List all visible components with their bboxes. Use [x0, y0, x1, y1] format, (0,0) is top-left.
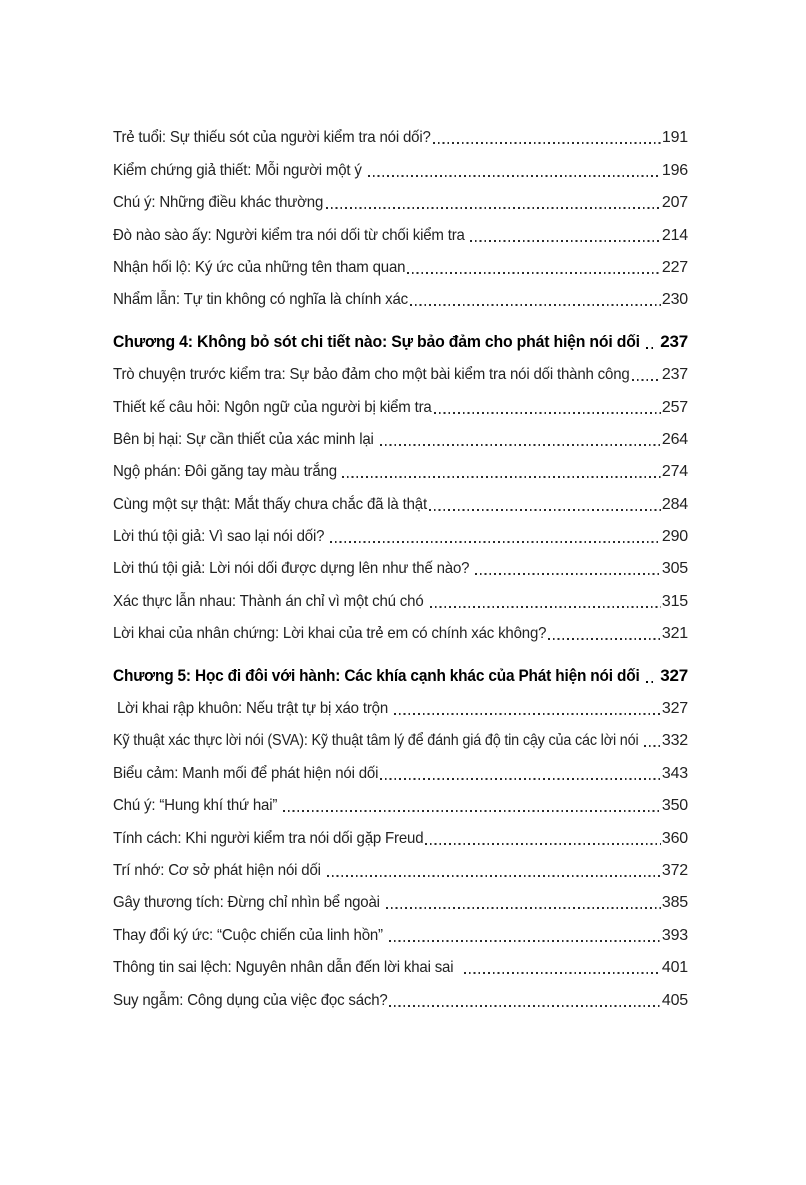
dot-leader [646, 681, 653, 683]
toc-title: Ngộ phán: Đôi găng tay màu trắng [113, 463, 341, 481]
toc-row [113, 418, 688, 450]
toc-title: Nhẩm lẫn: Tự tin không có nghĩa là chính xác [113, 291, 408, 309]
toc-row [113, 181, 688, 213]
toc-title: Thông tin sai lệch: Nguyên nhân dẫn đến lời khai sai [113, 959, 462, 977]
toc-title: Kỹ thuật xác thực lời nói (SVA): Kỹ thuật tâm lý để đánh giá độ tin cậy của các lời nói [113, 732, 643, 750]
page-number: 305 [661, 560, 688, 578]
toc-row [113, 515, 688, 547]
chapter-heading-title: Chương 5: Học đi đôi với hành: Các khía cạnh khác của Phát hiện nói dối [113, 666, 640, 686]
toc-title: Suy ngẫm: Công dụng của việc đọc sách? [113, 991, 388, 1009]
page-number: 274 [661, 463, 688, 481]
chapter-heading-row [113, 320, 688, 352]
page-number: 327 [661, 700, 688, 718]
dot-leader [464, 972, 661, 974]
toc-title: Bên bị hại: Sự cần thiết của xác minh lại [113, 430, 378, 448]
toc-title: Lời thú tội giả: Vì sao lại nói dối? [113, 528, 329, 546]
page-number: 214 [661, 226, 688, 244]
dot-leader [475, 573, 661, 575]
toc-row [113, 547, 688, 579]
dot-leader [326, 207, 661, 209]
dot-leader [389, 1005, 660, 1007]
toc-row [113, 385, 688, 417]
toc-title: Xác thực lẫn nhau: Thành án chỉ vì một chú chó [113, 592, 428, 610]
dot-leader [632, 379, 661, 381]
toc-title: Gây thương tích: Đừng chỉ nhìn bể ngoài [113, 894, 384, 912]
dot-leader [429, 509, 661, 511]
toc-row [113, 913, 688, 945]
toc-title: Đò nào sào ấy: Người kiểm tra nói dối từ chối kiểm tra [113, 226, 469, 244]
page-number: 196 [661, 161, 688, 179]
dot-leader [548, 638, 661, 640]
page-number: 350 [661, 797, 688, 815]
page-number: 237 [661, 366, 688, 384]
toc-title: Chú ý: “Hung khí thứ hai” [113, 797, 282, 815]
toc-title: Trò chuyện trước kiểm tra: Sự bảo đảm cho một bài kiểm tra nói dối thành công [113, 366, 630, 384]
page-number: 343 [661, 764, 688, 782]
dot-leader [342, 476, 660, 478]
toc-title: Chú ý: Những điều khác thường [113, 194, 324, 212]
dot-leader [394, 713, 661, 715]
dot-leader [330, 541, 661, 543]
toc-title: Kiểm chứng giả thiết: Mỗi người một ý [113, 161, 366, 179]
toc-row [113, 719, 688, 751]
toc-row [113, 353, 688, 385]
toc-row [113, 687, 688, 719]
page-number: 284 [661, 495, 688, 513]
dot-leader [430, 606, 661, 608]
dot-leader [646, 347, 653, 349]
toc-title: Lời thú tội giả: Lời nói dối được dựng lên như thế nào? [113, 560, 474, 578]
toc-row [113, 784, 688, 816]
toc-row [113, 148, 688, 180]
page-number: 290 [661, 528, 688, 546]
dot-leader [389, 940, 661, 942]
toc-row [113, 849, 688, 881]
dot-leader [380, 444, 661, 446]
page-number: 405 [661, 991, 688, 1009]
toc-row [113, 579, 688, 611]
toc-row [113, 482, 688, 514]
page-number: 207 [661, 194, 688, 212]
page-number: 401 [661, 959, 688, 977]
page-number: 230 [661, 291, 688, 309]
toc-row [113, 246, 688, 278]
page-number: 264 [661, 430, 688, 448]
page-number: 332 [661, 732, 688, 750]
toc-row [113, 978, 688, 1010]
page-number: 327 [660, 666, 688, 686]
toc-title: Lời khai rập khuôn: Nếu trật tự bị xáo trộn [113, 700, 393, 718]
toc-row [113, 278, 688, 310]
toc-row [113, 612, 688, 644]
dot-leader [386, 907, 661, 909]
toc-title: Trẻ tuổi: Sự thiếu sót của người kiểm tra nói dối? [113, 129, 431, 147]
dot-leader [425, 843, 661, 845]
toc-title: Biểu cảm: Manh mối để phát hiện nói dối [113, 764, 379, 782]
toc-title: Tính cách: Khi người kiểm tra nói dối gặp Freud [113, 829, 424, 847]
dot-leader [283, 810, 661, 812]
toc-row [113, 881, 688, 913]
dot-leader [433, 142, 661, 144]
toc-title: Trí nhớ: Cơ sở phát hiện nói dối [113, 861, 325, 879]
page-number: 360 [661, 829, 688, 847]
chapter-heading-title: Chương 4: Không bỏ sót chi tiết nào: Sự bảo đảm cho phát hiện nói dối [113, 332, 640, 352]
dot-leader [380, 778, 661, 780]
page-number: 257 [661, 398, 688, 416]
dot-leader [434, 412, 661, 414]
toc-row [113, 946, 688, 978]
toc-title: Nhận hối lộ: Ký ức của những tên tham quan [113, 258, 406, 276]
dot-leader [407, 272, 661, 274]
toc-row [113, 213, 688, 245]
dot-leader [327, 875, 661, 877]
page-number: 372 [661, 861, 688, 879]
toc-title: Thay đổi ký ức: “Cuộc chiến của linh hồn” [113, 926, 387, 944]
dot-leader [368, 175, 661, 177]
toc-row [113, 450, 688, 482]
toc-row [113, 751, 688, 783]
toc-title: Lời khai của nhân chứng: Lời khai của trẻ em có chính xác không? [113, 625, 547, 643]
toc-title: Thiết kế câu hỏi: Ngôn ngữ của người bị kiểm tra [113, 398, 432, 416]
chapter-heading-row [113, 654, 688, 686]
page-number: 315 [661, 592, 688, 610]
page-number: 191 [661, 129, 688, 147]
toc-row [113, 816, 688, 848]
page-number: 385 [661, 894, 688, 912]
toc-title: Cùng một sự thật: Mắt thấy chưa chắc đã là thật [113, 495, 427, 513]
dot-leader [470, 240, 661, 242]
toc-row [113, 116, 688, 148]
dot-leader [644, 745, 661, 747]
page-number: 393 [661, 926, 688, 944]
page-number: 321 [661, 625, 688, 643]
page-number: 237 [660, 332, 688, 352]
page-number: 227 [661, 258, 688, 276]
dot-leader [410, 304, 661, 306]
